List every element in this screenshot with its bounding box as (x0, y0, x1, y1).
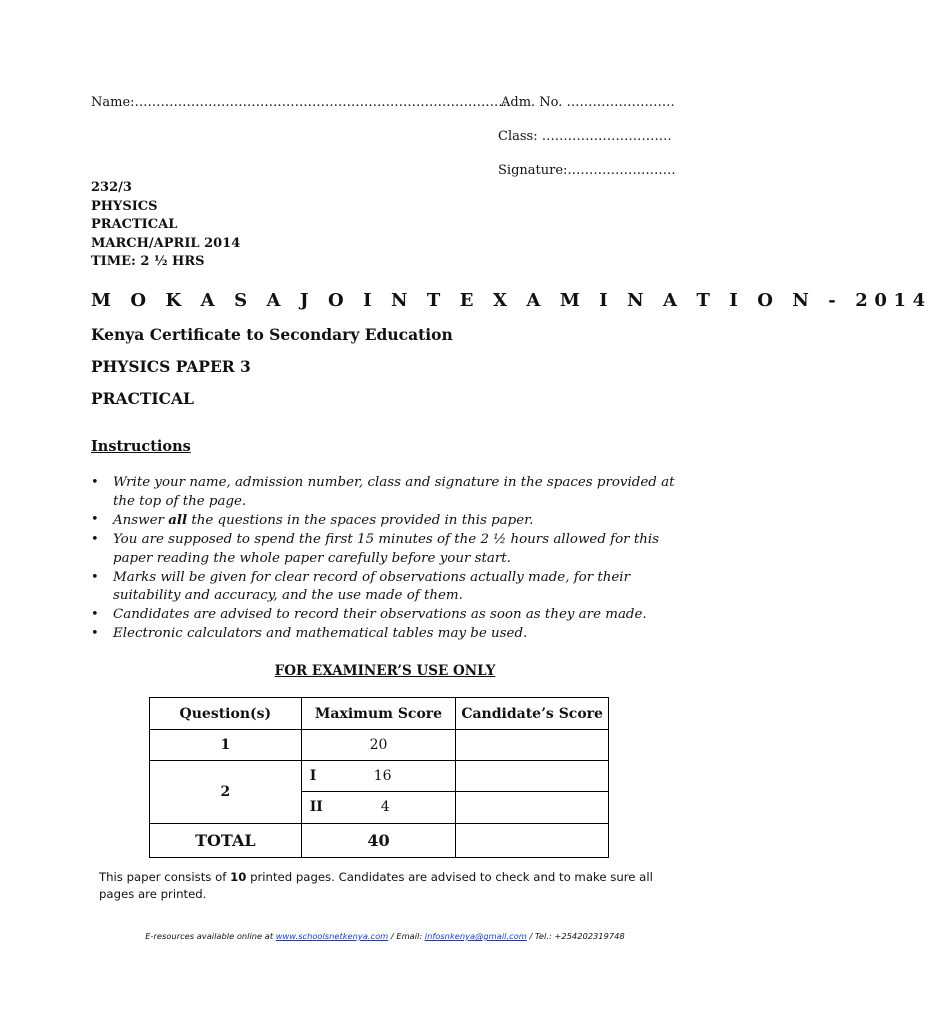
candidate-score-cell[interactable] (456, 761, 609, 792)
total-row (150, 824, 609, 858)
question-number: 1 (150, 730, 302, 761)
instruction-item: • Electronic calculators and mathematical tables may be used. (91, 625, 691, 644)
candidate-total-cell[interactable] (456, 824, 609, 858)
certificate-title: Kenya Certificate to Secondary Education (91, 325, 453, 344)
paper-meta (91, 179, 240, 272)
candidate-score-cell[interactable] (456, 792, 609, 824)
exam-session: MARCH/APRIL 2014 (91, 235, 241, 251)
column-header: Question(s) (150, 698, 302, 730)
paper-type: PRACTICAL (91, 217, 178, 232)
instruction-item: • Candidates are advised to record their observations as soon as they are made. (91, 606, 691, 625)
paper-code: 232/3 (91, 180, 132, 195)
part-label: I (309, 768, 317, 784)
practical-title: PRACTICAL (91, 389, 194, 408)
part-max: 4 (380, 799, 390, 815)
table-row (150, 730, 609, 761)
instruction-item: • Answer all the questions in the spaces provided in this paper. (91, 511, 691, 531)
column-header: Candidate’s Score (456, 698, 609, 730)
name-field[interactable]: Name:……………….…………………………………………………………. (91, 95, 507, 110)
max-score (301, 792, 456, 824)
signature-field[interactable]: Signature:……………………. (498, 163, 676, 178)
instruction-item: • Write your name, admission number, class and signature in the spaces provided at the top of the page. (91, 474, 691, 511)
instruction-item: • You are supposed to spend the first 15 minutes of the 2 ½ hours allowed for this paper reading the whole paper carefully before your start. (91, 531, 691, 568)
paper-title: PHYSICS PAPER 3 (91, 357, 251, 376)
instruction-item: • Marks will be given for clear record of observations actually made, for their suitability and accuracy, and the use made of them. (91, 569, 691, 606)
website-link[interactable]: www.schoolsnetkenya.com (275, 931, 389, 941)
total-max: 40 (301, 824, 456, 858)
exam-time: TIME: 2 ½ HRS (91, 254, 205, 269)
e-resources-line: E-resources available online at www.schoolsnetkenya.com / Email: infosnkenya@gmail.com / Tel.: +254202319748 (145, 931, 625, 941)
score-table (149, 697, 609, 858)
adm-no-field[interactable]: Adm. No. ……………………. (501, 95, 675, 110)
max-score: 20 (301, 730, 456, 761)
column-header: Maximum Score (301, 698, 456, 730)
instructions-heading: Instructions (91, 438, 191, 455)
class-field[interactable]: Class: ………………………… (498, 129, 672, 144)
instructions-list (91, 474, 691, 643)
examiner-heading: FOR EXAMINER’S USE ONLY (274, 663, 496, 679)
subject: PHYSICS (91, 198, 158, 214)
table-header-row (150, 698, 609, 730)
total-label: TOTAL (150, 824, 302, 858)
part-max: 16 (373, 768, 392, 784)
part-label: II (309, 799, 323, 815)
page-count-note: This paper consists of 10 printed pages. Candidates are advised to check and to make sure all pages are printed. (99, 870, 653, 901)
question-number: 2 (150, 761, 302, 824)
page-count: 10 (230, 870, 247, 884)
table-row (150, 761, 609, 792)
exam-title: M O K A S A J O I N T E X A M I N A T I O N - 2014 (91, 290, 932, 311)
candidate-score-cell[interactable] (456, 730, 609, 761)
max-score (301, 761, 456, 792)
email-link[interactable]: infosnkenya@gmail.com (424, 931, 527, 941)
